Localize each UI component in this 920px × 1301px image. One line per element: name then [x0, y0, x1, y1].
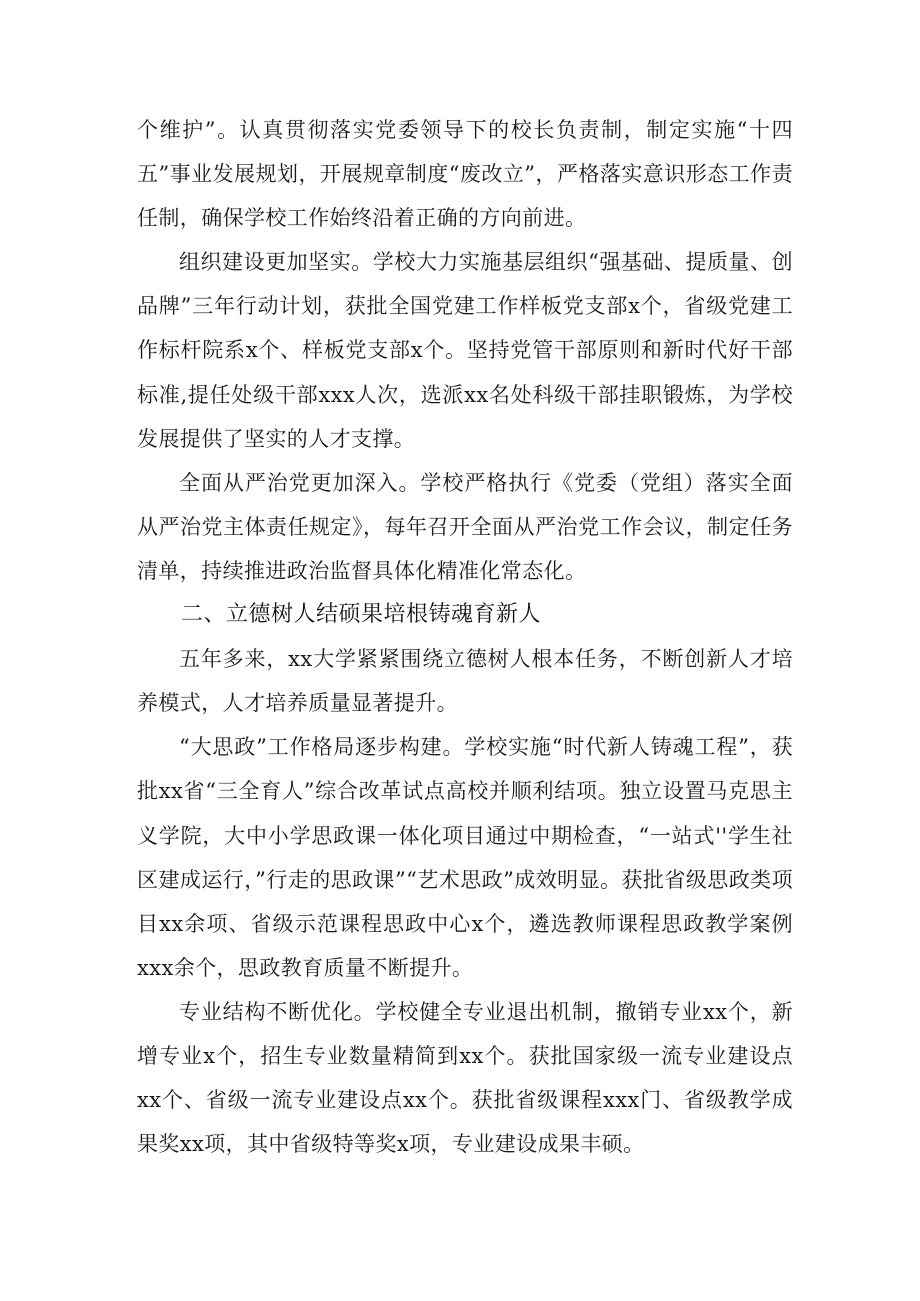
paragraph-organization-building: 组织建设更加坚实。学校大力实施基层组织“强基础、提质量、创品牌”三年行动计划，获批全国党建工作样板党支部x个，省级党建工作标杆院系x个、样板党支部x个。坚持党管干部原则和新时代好干部标准,提任处级干部xxx人次，选派xx名处科级干部挂职锻炼，为学校发展提供了坚实的人才支撑。: [137, 250, 793, 451]
document-body: [137, 108, 793, 1166]
paragraph-ideological-education: “大思政”工作格局逐步构建。学校实施“时代新人铸魂工程”，获批xx省“三全育人”综合改革试点高校并顺利结项。独立设置马克思主义学院，大中小学思政课一体化项目通过中期检查，“一站式''学生社区建成运行，”行走的思政课”“艺术思政”成效明显。获批省级思政类项目xx余项、省级示范课程思政中心x个，遴选教师课程思政教学案例xxx余个，思政教育质量不断提升。: [137, 735, 793, 980]
paragraph-section-intro: 五年多来，xx大学紧紧围绕立德树人根本任务，不断创新人才培养模式，人才培养质量显著提升。: [137, 647, 793, 716]
section-heading: 二、立德树人结硕果培根铸魂育新人: [181, 602, 542, 628]
paragraph-major-structure: 专业结构不断优化。学校健全专业退出机制，撤销专业xx个，新增专业x个，招生专业数量精简到xx个。获批国家级一流专业建设点xx个、省级一流专业建设点xx个。获批省级课程xxx门、省级教学成果奖xx项，其中省级特等奖x项，专业建设成果丰硕。: [137, 999, 793, 1157]
paragraph-strict-governance: 全面从严治党更加深入。学校严格执行《党委（党组）落实全面从严治党主体责任规定》，每年召开全面从严治党工作会议，制定任务清单，持续推进政治监督具体化精准化常态化。: [137, 470, 793, 583]
paragraph-party-leadership: 个维护”。认真贯彻落实党委领导下的校长负责制，制定实施“十四五”事业发展规划，开展规章制度“废改立”，严格落实意识形态工作责任制，确保学校工作始终沿着正确的方向前进。: [137, 118, 793, 231]
